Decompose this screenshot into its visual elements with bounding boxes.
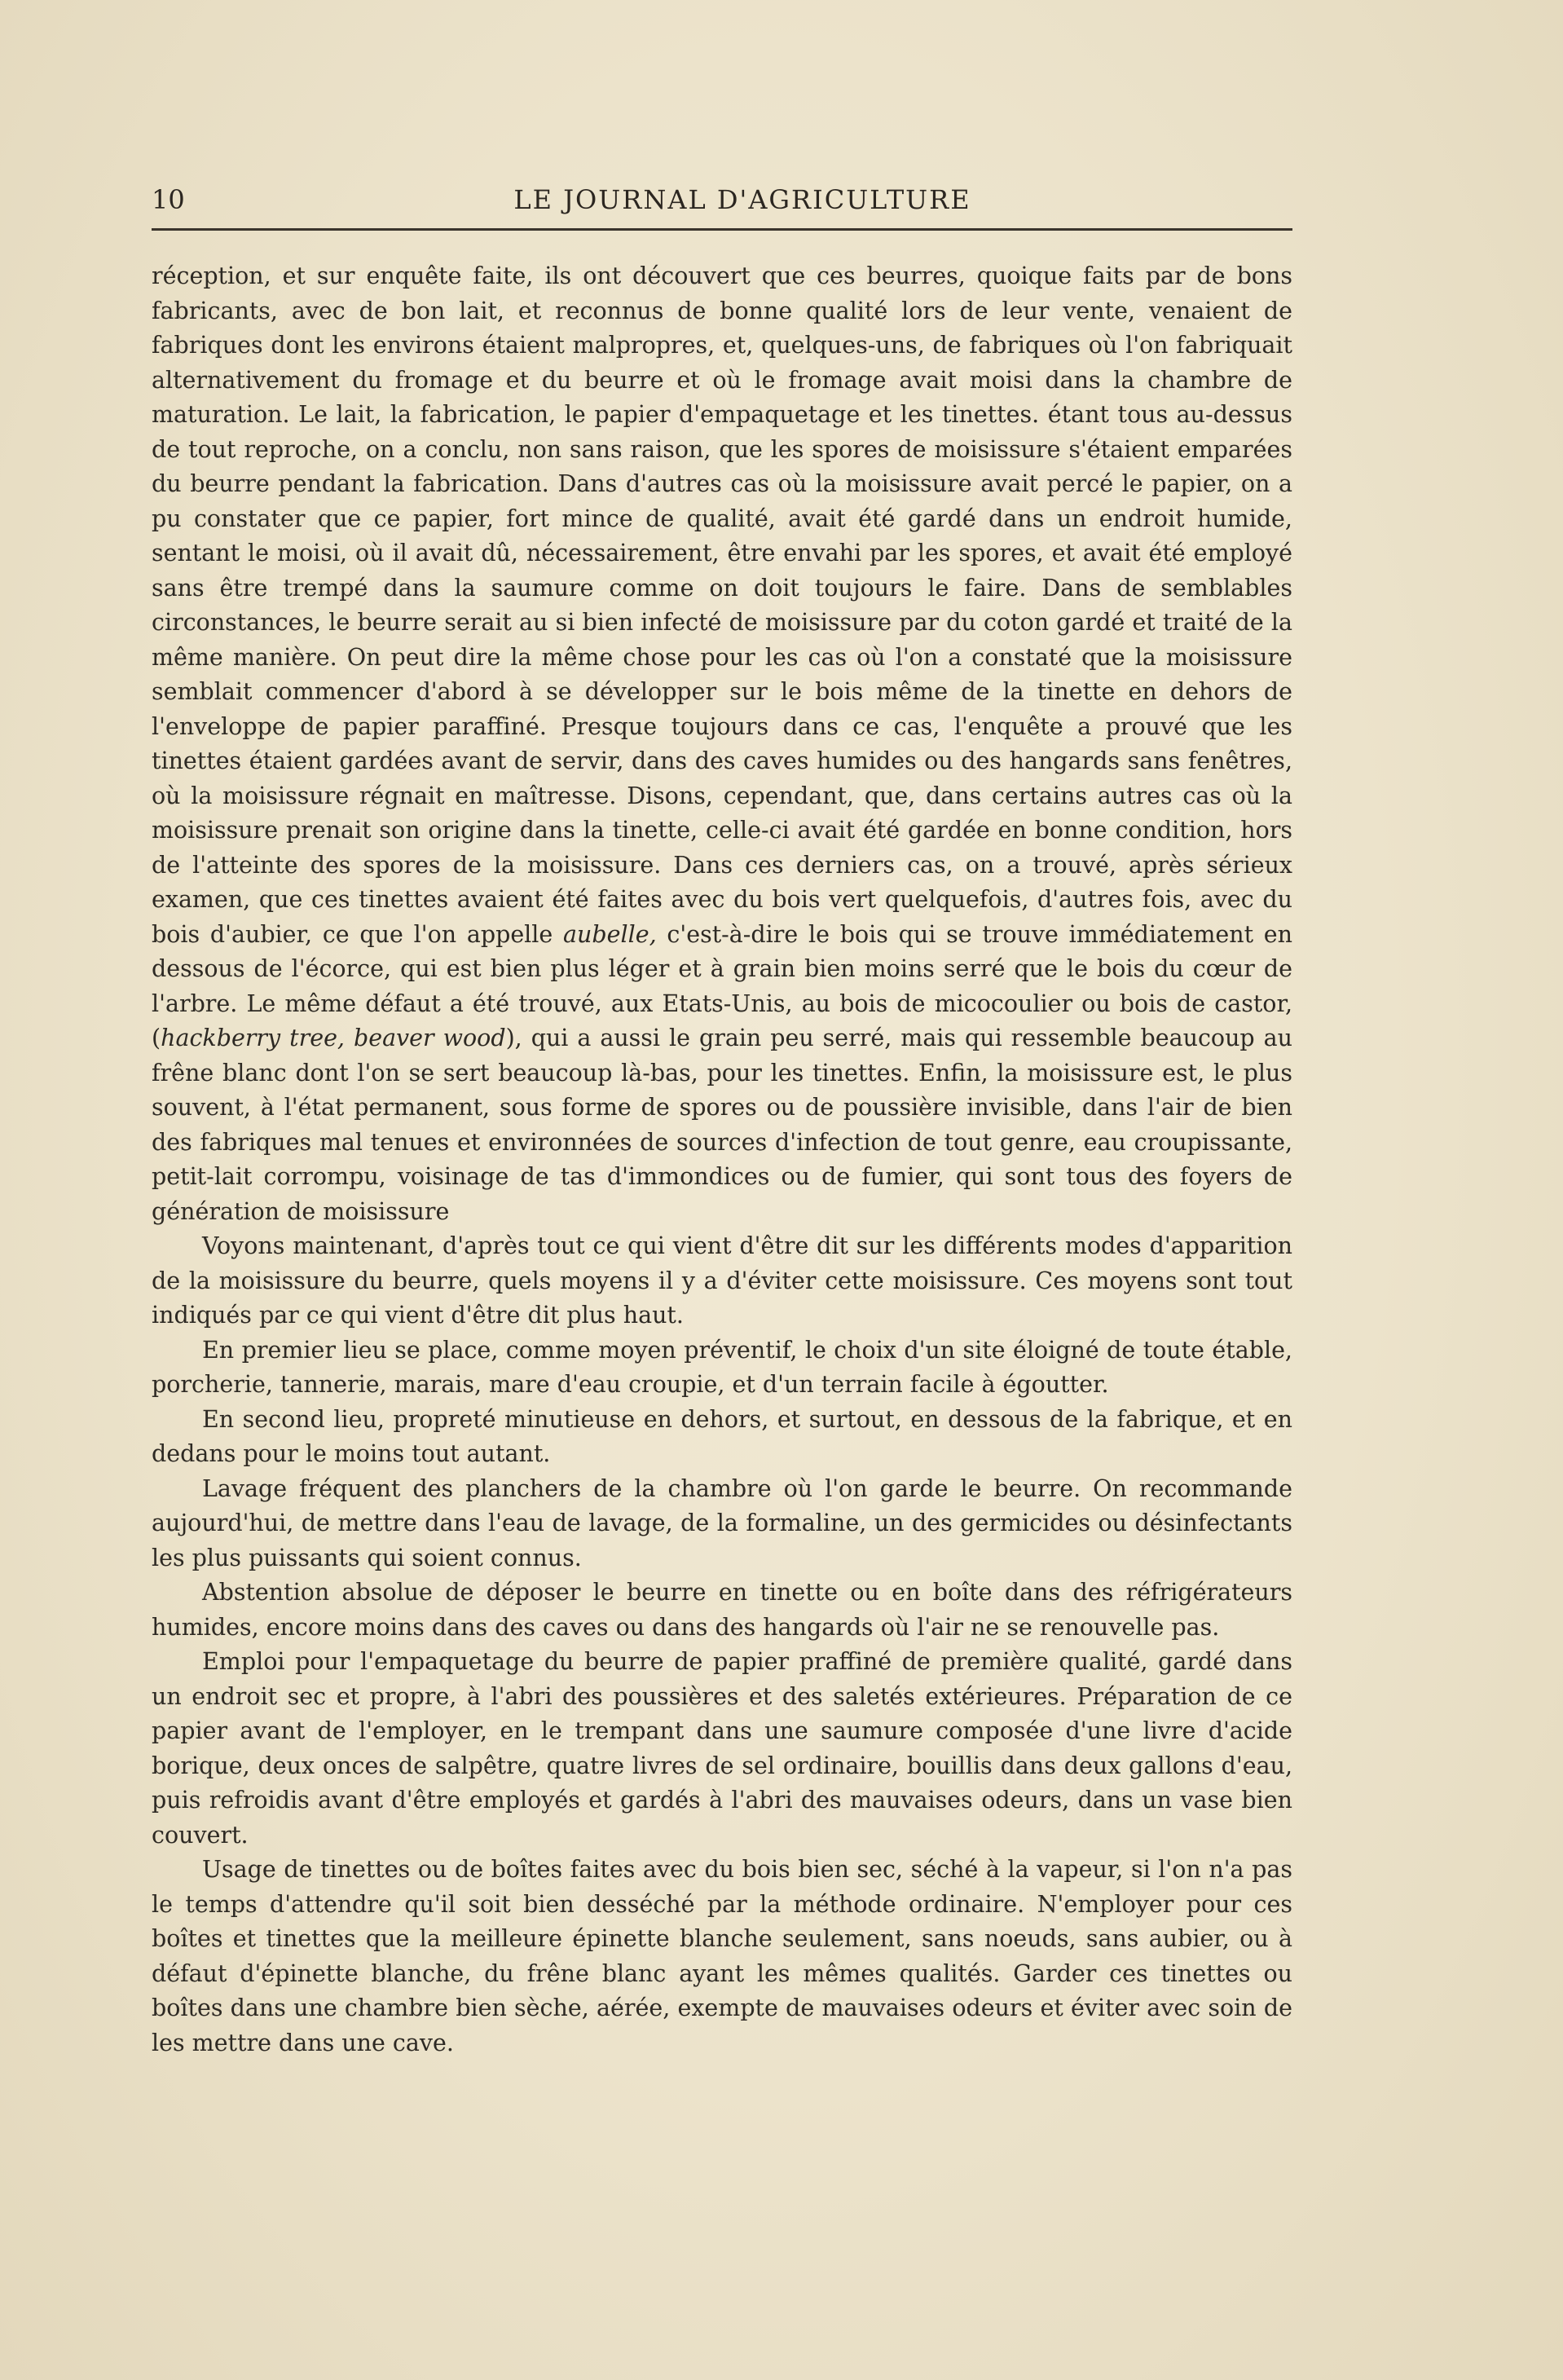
- paragraph: Usage de tinettes ou de boîtes faites avec du bois bien sec, séché à la vapeur, si l'on n'a pas le temps d'attendre qu'il soit bien desséché par la méthode ordinaire. N'employer pour ces boîtes et tinettes que la meilleure épinette blanche seulement, sans noeuds, sans aubier, ou à défaut d'épinette blanche, du frêne blanc ayant les mêmes qualités. Garder ces tinettes ou boîtes dans une chambre bien sèche, aérée, exempte de mauvaises odeurs et éviter avec soin de les mettre dans une cave.: [152, 1856, 1292, 2056]
- italic-term: hackberry tree, beaver wood: [161, 1025, 506, 1051]
- article-body: [152, 259, 1292, 2060]
- paragraph: En premier lieu se place, comme moyen préventif, le choix d'un site éloigné de toute étable, porcherie, tannerie, marais, mare d'eau croupie, et d'un terrain facile à égoutter.: [152, 1336, 1292, 1398]
- paragraph: Abstention absolue de déposer le beurre en tinette ou en boîte dans des réfrigérateurs humides, encore moins dans des caves ou dans des hangards où l'air ne se renouvelle pas.: [152, 1579, 1292, 1641]
- journal-title: LE JOURNAL D'AGRICULTURE: [513, 184, 971, 215]
- paragraph: Lavage fréquent des planchers de la chambre où l'on garde le beurre. On recommande aujourd'hui, de mettre dans l'eau de lavage, de la formaline, un des germicides ou désinfectants les plus puissants qui soient connus.: [152, 1474, 1292, 1571]
- italic-term: aubelle,: [563, 920, 657, 948]
- page-number: 10: [152, 184, 185, 215]
- paragraph: En second lieu, propreté minutieuse en dehors, et surtout, en dessous de la fabrique, et en dedans pour le moins tout autant.: [152, 1405, 1292, 1467]
- paragraph-text: réception, et sur enquête faite, ils ont découvert que ces beurres, quoique faits par de bons fabricants, avec de bon lait, et reconnus de bonne qualité lors de leur vente, venaient de fabriques dont les environs étaient malpropres, et, quelques-uns, de fabriques où l'on fabriquait alternativement du fromage et du beurre et où le fromage avait moisi dans la chambre de maturation. Le lait, la fabrication, le papier d'empaquetage et les tinettes. étant tous au-dessus de tout reproche, on a conclu, non sans raison, que les spores de moisissure s'étaient emparées du beurre pendant la fabrication. Dans d'autres cas où la moisissure avait percé le papier, on a pu constater que ce papier, fort mince de qualité, avait été gardé dans un endroit humide, sentant le moisi, où il avait dû, nécessairement, être envahi par les spores, et avait été employé sans être trempé dans la saumure comme on doit toujours le faire. Dans de semblables circonstances, le beurre serait au si bien infecté de moisissure par du coton gardé et traité de la même manière. On peut dire la même chose pour les cas où l'on a constaté que la moisissure semblait commencer d'abord à se développer sur le bois même de la tinette en dehors de l'enveloppe de papier paraffiné. Presque toujours dans ce cas, l'enquête a prouvé que les tinettes étaient gardées avant de servir, dans des caves humides ou des hangards sans fenêtres, où la moisissure régnait en maîtresse. Disons, cependant, que, dans certains autres cas où la moisissure prenait son origine dans la tinette, celle-ci avait été gardée en bonne condition, hors de l'atteinte des spores de la moisissure. Dans ces derniers cas, on a trouvé, après sérieux examen, que ces tinettes avaient été faites avec du bois vert quelquefois, d'autres fois, avec du bois d'aubier, ce que l'on appelle: [152, 262, 1292, 948]
- page-header: [152, 184, 1292, 217]
- paragraph-text: c'est-à-dire le bois qui se trouve immédiatement en dessous de l'écorce, qui est bien plus léger et à grain bien moins serré que le bois du cœur de l'arbre. Le même défaut a été trouvé, aux Etats-Unis, au bois de micocoulier ou bois de castor, (: [152, 920, 1293, 1051]
- header-rule: [152, 228, 1292, 231]
- paragraph: Emploi pour l'empaquetage du beurre de papier praffiné de première qualité, gardé dans un endroit sec et propre, à l'abri des poussières et des saletés extérieures. Préparation de ce papier avant de l'employer, en le trempant dans une saumure composée d'une livre d'acide borique, deux onces de salpêtre, quatre livres de sel ordinaire, bouillis dans deux gallons d'eau, puis refroidis avant d'être employés et gardés à l'abri des mauvaises odeurs, dans un vase bien couvert.: [152, 1648, 1292, 1849]
- paragraph: [152, 259, 1292, 1229]
- paragraph: Voyons maintenant, d'après tout ce qui vient d'être dit sur les différents modes d'apparition de la moisissure du beurre, quels moyens il y a d'éviter cette moisissure. Ces moyens sont tout indiqués par ce qui vient d'être dit plus haut.: [152, 1232, 1292, 1329]
- paragraph-text: ), qui a aussi le grain peu serré, mais qui ressemble beaucoup au frêne blanc dont l'on se sert beaucoup là-bas, pour les tinettes. Enfin, la moisissure est, le plus souvent, à l'état permanent, sous forme de spores ou de poussière invisible, dans l'air de bien des fabriques mal tenues et environnées de sources d'infection de tout genre, eau croupissante, petit-lait corrompu, voisinage de tas d'immondices ou de fumier, qui sont tous des foyers de génération de moisissure: [152, 1025, 1292, 1225]
